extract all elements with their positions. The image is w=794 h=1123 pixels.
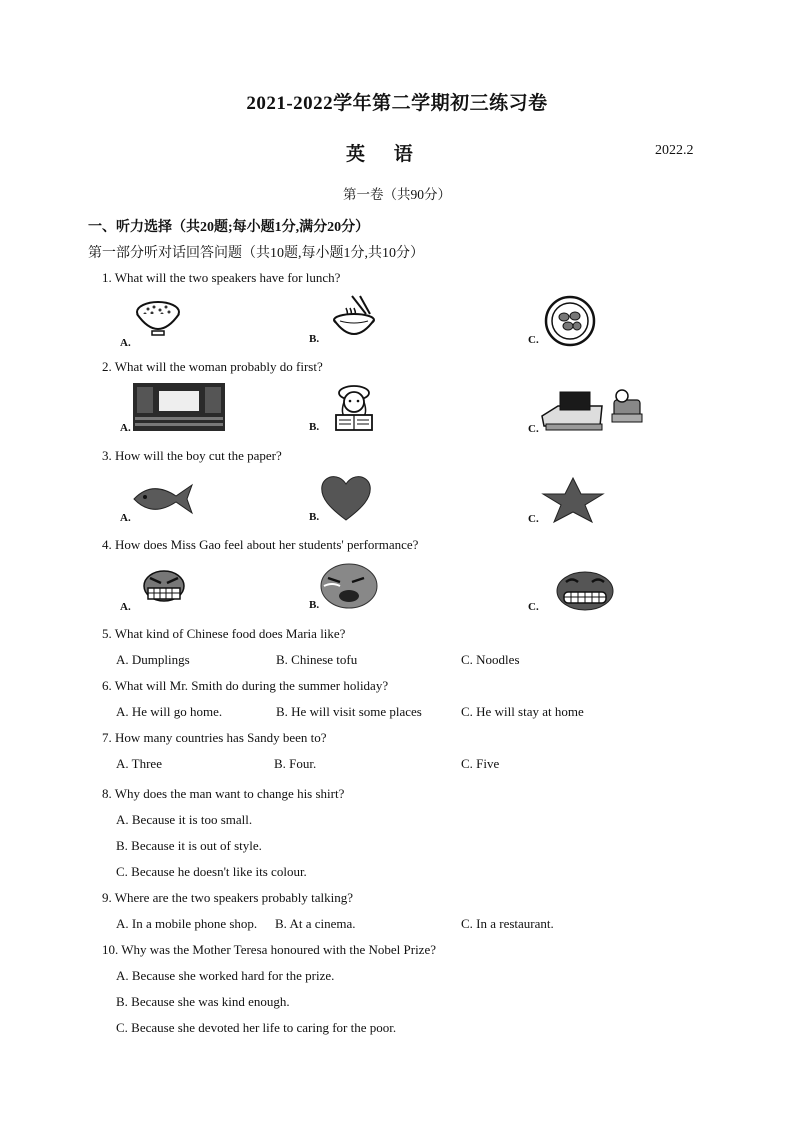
q10-option-a[interactable]: A. Because she worked hard for the prize. [116, 968, 335, 983]
q7-option-c[interactable]: C. Five [461, 756, 500, 771]
heart-shape-icon [320, 474, 372, 522]
sad-face-icon [318, 562, 380, 610]
noodle-bowl-icon [330, 294, 380, 342]
q3-option-b[interactable]: B. [309, 511, 320, 523]
subject-heading: 英 语 [346, 144, 425, 165]
question-1: 1. What will the two speakers have for lunch? [102, 270, 341, 285]
q10-option-b[interactable]: B. Because she was kind enough. [116, 994, 290, 1009]
q1-option-c[interactable]: C. [528, 334, 539, 346]
q1-option-a[interactable]: A. [120, 337, 131, 349]
page-title: 2021-2022学年第二学期初三练习卷 [246, 93, 548, 114]
q4-option-b[interactable]: B. [309, 599, 320, 611]
q9-option-b[interactable]: B. At a cinema. [275, 916, 356, 931]
question-4: 4. How does Miss Gao feel about her students' performance? [102, 537, 419, 552]
fish-shape-icon [132, 482, 194, 516]
section-heading: 一、听力选择（共20题;每小题1分,满分20分） [88, 220, 370, 235]
q8-option-a[interactable]: A. Because it is too small. [116, 812, 253, 827]
q5-option-b[interactable]: B. Chinese tofu [276, 652, 358, 667]
q7-option-b[interactable]: B. Four. [274, 756, 317, 771]
tv-watching-icon [540, 386, 645, 432]
q6-option-c[interactable]: C. He will stay at home [461, 704, 584, 719]
question-10: 10. Why was the Mother Teresa honoured with the Nobel Prize? [102, 942, 436, 957]
q2-option-b[interactable]: B. [309, 421, 320, 433]
question-9: 9. Where are the two speakers probably talking? [102, 890, 353, 905]
question-7: 7. How many countries has Sandy been to? [102, 730, 327, 745]
question-3: 3. How will the boy cut the paper? [102, 448, 282, 463]
q1-option-b[interactable]: B. [309, 333, 320, 345]
star-shape-icon [541, 477, 605, 523]
q3-option-a[interactable]: A. [120, 512, 131, 524]
exam-date: 2022.2 [655, 143, 694, 158]
question-8: 8. Why does the man want to change his shirt? [102, 786, 345, 801]
q5-option-c[interactable]: C. Noodles [461, 652, 520, 667]
angry-face-icon [141, 568, 187, 604]
q9-option-c[interactable]: C. In a restaurant. [461, 916, 554, 931]
part-heading: 第一部分听对话回答问题（共10题,每小题1分,共10分） [88, 246, 424, 261]
q2-option-c[interactable]: C. [528, 423, 539, 435]
laughing-face-icon [552, 570, 618, 612]
q4-option-c[interactable]: C. [528, 601, 539, 613]
q5-option-a[interactable]: A. Dumplings [116, 652, 190, 667]
q2-option-a[interactable]: A. [120, 422, 131, 434]
q9-option-a[interactable]: A. In a mobile phone shop. [116, 916, 258, 931]
q8-option-c[interactable]: C. Because he doesn't like its colour. [116, 864, 307, 879]
question-6: 6. What will Mr. Smith do during the summer holiday? [102, 678, 389, 693]
food-plate-icon [544, 295, 596, 347]
q8-option-b[interactable]: B. Because it is out of style. [116, 838, 262, 853]
q10-option-c[interactable]: C. Because she devoted her life to caring for the poor. [116, 1020, 397, 1035]
q4-option-a[interactable]: A. [120, 601, 131, 613]
question-5: 5. What kind of Chinese food does Maria like? [102, 626, 346, 641]
question-2: 2. What will the woman probably do first? [102, 359, 323, 374]
cinema-hall-icon [133, 383, 225, 431]
reading-girl-icon [330, 383, 378, 433]
q3-option-c[interactable]: C. [528, 513, 539, 525]
q6-option-a[interactable]: A. He will go home. [116, 704, 223, 719]
q6-option-b[interactable]: B. He will visit some places [276, 704, 422, 719]
volume-heading: 第一卷（共90分） [343, 187, 451, 202]
rice-bowl-icon [133, 298, 183, 338]
q7-option-a[interactable]: A. Three [116, 756, 162, 771]
